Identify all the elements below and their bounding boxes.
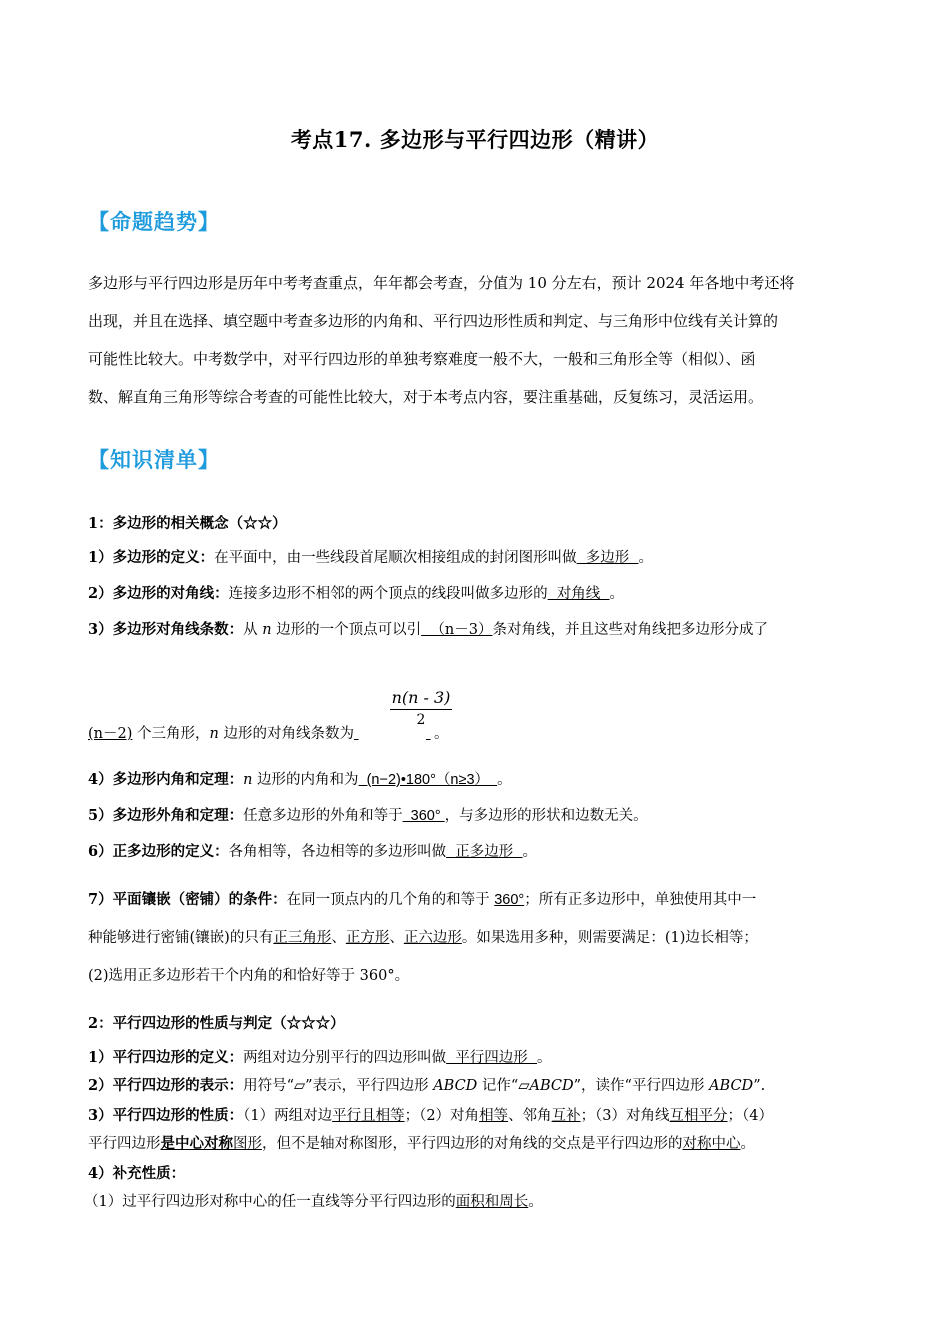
item-supplementary-properties: 4）补充性质：: [88, 1165, 186, 1182]
item-exterior-angle-sum: 5）多边形外角和定理：任意多边形的外角和等于 360° ，与多边形的形状和边数无关。: [88, 807, 648, 824]
page-title: 考点17. 多边形与平行四边形（精讲）: [290, 127, 660, 152]
trend-line: 数、解直角三角形等综合考查的可能性比较大，对于本考点内容，要注重基础，反复练习，灵活运用。: [88, 388, 764, 406]
item-regular-polygon: 6）正多边形的定义：各角相等，各边相等的多边形叫做 正多边形 。: [88, 843, 538, 860]
trend-paragraph: [88, 264, 866, 416]
answer-blank: (n−2)•180°（n≥3）: [358, 772, 498, 788]
answer-blank: 面积和周长: [455, 1194, 529, 1210]
answer-blank: 多边形: [576, 550, 639, 566]
subsection-title-parallelogram: 2：平行四边形的性质与判定（☆☆☆）: [88, 1015, 345, 1032]
item-diagonal-count: 3）多边形对角线条数：从 n 边形的一个顶点可以引 （n－3）条对角线，并且这些对角线把多边形分成了: [88, 621, 768, 638]
item-parallelogram-properties: 3）平行四边形的性质：（1）两组对边平行且相等；（2）对角相等、邻角互补；（3）对角线互相平分；（4）: [88, 1107, 774, 1124]
subsection-title-polygon: 1：多边形的相关概念（☆☆）: [88, 515, 287, 532]
answer-blank: 平行四边形: [446, 1050, 538, 1066]
fraction-numerator: n(n - 3): [391, 688, 451, 707]
item-tessellation-cont: 种能够进行密铺(镶嵌)的只有正三角形、正方形、正六边形。如果选用多种，则需要满足：(1)边长相等；: [88, 930, 758, 946]
trend-line: 多边形与平行四边形是历年中考考查重点，年年都会考查，分值为 10 分左右，预计 2024 年各地中考还将: [88, 274, 795, 292]
item-tessellation-cont: (2)选用正多边形若干个内角的和恰好等于 360°。: [88, 968, 410, 984]
item-parallelogram-properties-cont: 平行四边形是中心对称图形，但不是轴对称图形，平行四边形的对角线的交点是平行四边形的对称中心。: [88, 1135, 755, 1152]
answer-blank: 正方形: [345, 930, 390, 946]
answer-blank: 对称中心: [682, 1136, 741, 1152]
answer-blank: (n－2): [88, 726, 133, 742]
item-interior-angle-sum: 4）多边形内角和定理：n 边形的内角和为 (n−2)•180°（n≥3） 。: [88, 771, 512, 788]
answer-blank: 互相平分: [669, 1108, 728, 1124]
answer-blank: 360°: [402, 808, 445, 824]
section-heading-trend: 【命题趋势】: [88, 209, 220, 234]
answer-blank: 对角线: [547, 586, 610, 602]
item-diagonal-count-cont: (n－2) 个三角形，n 边形的对角线条数为 。: [88, 726, 449, 742]
answer-blank: 正多边形: [446, 844, 523, 860]
section-heading-knowledge: 【知识清单】: [88, 447, 220, 472]
item-tessellation: 7）平面镶嵌（密铺）的条件：在同一顶点内的几个角的和等于 360°；所有正多边形中，单独使用其中一: [88, 891, 757, 908]
answer-blank: 相等: [479, 1108, 509, 1124]
answer-blank: [354, 726, 360, 742]
answer-blank: 图形: [233, 1136, 262, 1152]
answer-blank: 平行且相等: [332, 1108, 405, 1124]
trend-line: 出现，并且在选择、填空题中考查多边形的内角和、平行四边形性质和判定、与三角形中位线有关计算的: [88, 312, 779, 330]
answer-blank: 360°: [494, 892, 525, 908]
answer-blank: [426, 726, 434, 742]
answer-blank: 是中心对称: [160, 1135, 233, 1152]
answer-blank: 正三角形: [273, 930, 332, 946]
item-supplementary-1: （1）过平行四边形对称中心的任一直线等分平行四边形的面积和周长。: [84, 1194, 543, 1210]
answer-blank: （n－3）: [421, 622, 493, 638]
item-parallelogram-notation: 2）平行四边形的表示：用符号“▱”表示，平行四边形 ABCD 记作“▱ABCD”，读作“平行四边形 ABCD”.: [88, 1077, 766, 1094]
trend-line: 可能性比较大。中考数学中，对平行四边形的单独考察难度一般不大，一般和三角形全等（相似）、函: [88, 350, 756, 368]
item-polygon-definition: 1）多边形的定义：在平面中，由一些线段首尾顺次相接组成的封闭图形叫做 多边形 。: [88, 549, 654, 566]
answer-blank: 正六边形: [403, 930, 462, 946]
answer-blank: 互补: [551, 1108, 581, 1124]
item-diagonal-definition: 2）多边形的对角线：连接多边形不相邻的两个顶点的线段叫做多边形的 对角线 。: [88, 585, 625, 602]
fraction-denominator: 2: [416, 712, 426, 728]
item-parallelogram-definition: 1）平行四边形的定义：两组对边分别平行的四边形叫做 平行四边形 。: [88, 1049, 552, 1066]
